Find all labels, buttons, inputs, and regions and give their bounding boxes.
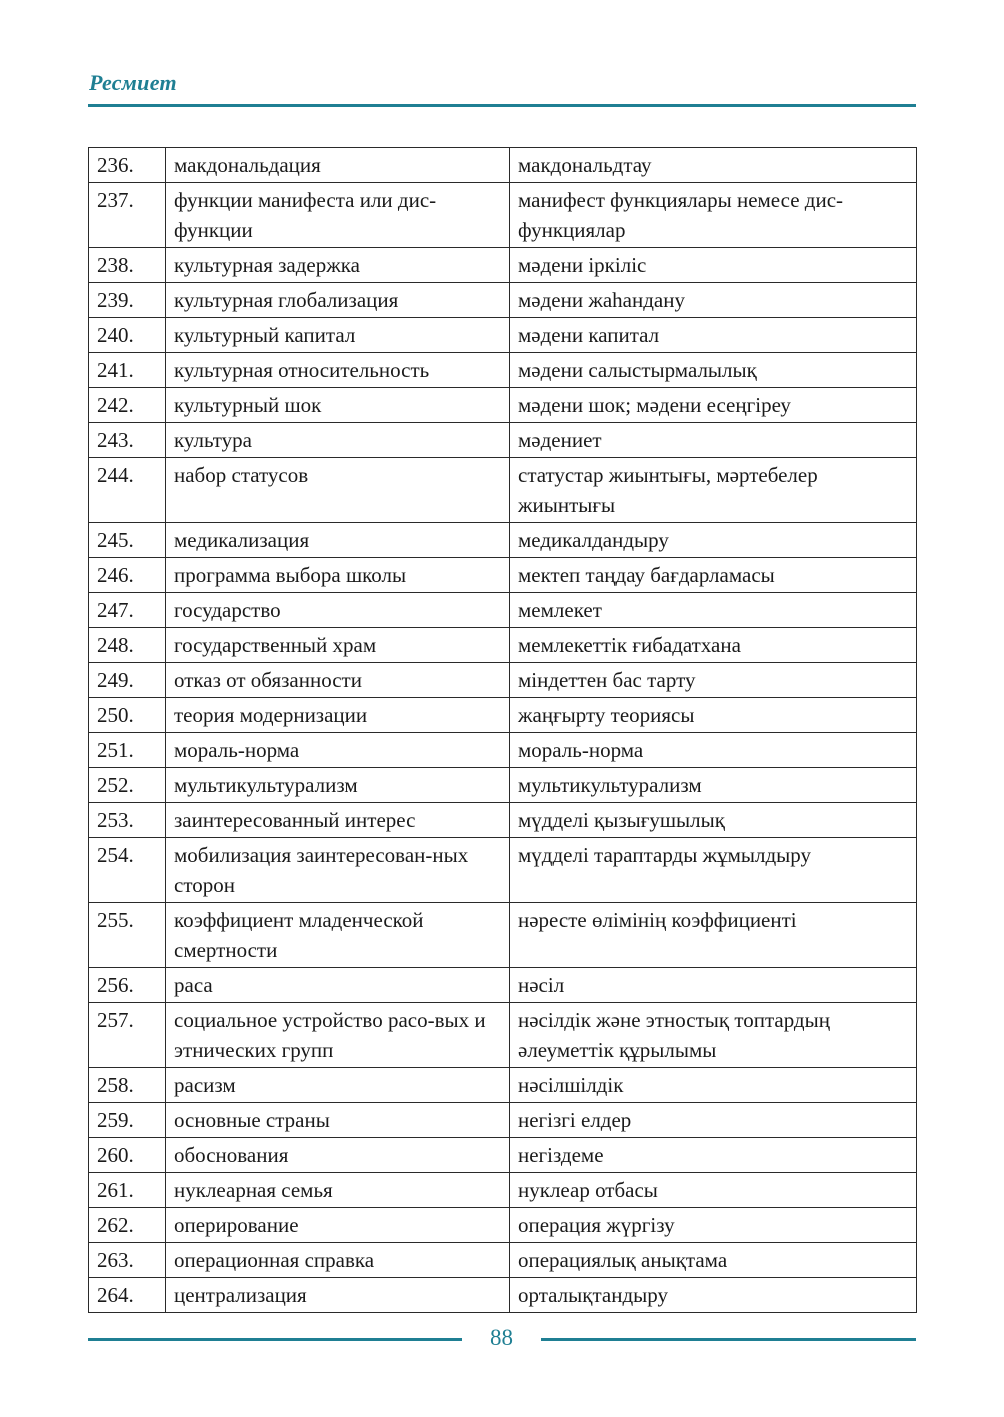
- term-russian: заинтересованный интерес: [166, 803, 510, 838]
- table-row: [89, 1173, 917, 1208]
- table-row: [89, 1208, 917, 1243]
- term-kazakh: нәресте өлімінің коэффициенті: [510, 903, 917, 968]
- term-kazakh: мәдени салыстырмалылық: [510, 353, 917, 388]
- term-russian: макдональдация: [166, 148, 510, 183]
- glossary-table: [88, 147, 917, 1313]
- entry-number: 241.: [89, 353, 166, 388]
- entry-number: 236.: [89, 148, 166, 183]
- term-kazakh: нәсілдік және этностық топтардың әлеуметтік құрылымы: [510, 1003, 917, 1068]
- term-russian: раса: [166, 968, 510, 1003]
- entry-number: 238.: [89, 248, 166, 283]
- entry-number: 256.: [89, 968, 166, 1003]
- term-kazakh: мәдени іркіліс: [510, 248, 917, 283]
- table-row: [89, 1103, 917, 1138]
- term-kazakh: жаңғырту теориясы: [510, 698, 917, 733]
- term-russian: теория модернизации: [166, 698, 510, 733]
- term-russian: функции манифеста или дис-функции: [166, 183, 510, 248]
- term-russian: культурная относительность: [166, 353, 510, 388]
- term-russian: операционная справка: [166, 1243, 510, 1278]
- entry-number: 242.: [89, 388, 166, 423]
- table-row: [89, 283, 917, 318]
- table-row: [89, 1138, 917, 1173]
- entry-number: 255.: [89, 903, 166, 968]
- term-russian: коэффициент младенческой смертности: [166, 903, 510, 968]
- term-kazakh: нәсілшілдік: [510, 1068, 917, 1103]
- term-kazakh: статустар жиынтығы, мәртебелер жиынтығы: [510, 458, 917, 523]
- term-russian: государственный храм: [166, 628, 510, 663]
- table-row: [89, 248, 917, 283]
- term-kazakh: мораль-норма: [510, 733, 917, 768]
- term-russian: мультикультурализм: [166, 768, 510, 803]
- term-kazakh: мәдени жаһандану: [510, 283, 917, 318]
- entry-number: 237.: [89, 183, 166, 248]
- entry-number: 261.: [89, 1173, 166, 1208]
- entry-number: 257.: [89, 1003, 166, 1068]
- footer-rule-left: [88, 1338, 462, 1341]
- entry-number: 240.: [89, 318, 166, 353]
- term-russian: отказ от обязанности: [166, 663, 510, 698]
- entry-number: 258.: [89, 1068, 166, 1103]
- entry-number: 259.: [89, 1103, 166, 1138]
- term-russian: оперирование: [166, 1208, 510, 1243]
- term-russian: социальное устройство расо-вых и этнических групп: [166, 1003, 510, 1068]
- term-russian: культурный капитал: [166, 318, 510, 353]
- entry-number: 243.: [89, 423, 166, 458]
- term-kazakh: нәсіл: [510, 968, 917, 1003]
- entry-number: 264.: [89, 1278, 166, 1313]
- table-row: [89, 1278, 917, 1313]
- entry-number: 248.: [89, 628, 166, 663]
- term-russian: государство: [166, 593, 510, 628]
- entry-number: 244.: [89, 458, 166, 523]
- entry-number: 260.: [89, 1138, 166, 1173]
- table-row: [89, 663, 917, 698]
- table-row: [89, 768, 917, 803]
- table-row: [89, 318, 917, 353]
- term-russian: основные страны: [166, 1103, 510, 1138]
- entry-number: 251.: [89, 733, 166, 768]
- table-row: [89, 148, 917, 183]
- term-kazakh: операциялық анықтама: [510, 1243, 917, 1278]
- header-rule: [88, 104, 916, 107]
- entry-number: 262.: [89, 1208, 166, 1243]
- term-russian: медикализация: [166, 523, 510, 558]
- glossary-table-body: [89, 148, 917, 1313]
- table-row: [89, 593, 917, 628]
- table-row: [89, 1068, 917, 1103]
- term-russian: культурный шок: [166, 388, 510, 423]
- term-kazakh: орталықтандыру: [510, 1278, 917, 1313]
- term-kazakh: макдональдтау: [510, 148, 917, 183]
- term-kazakh: міндеттен бас тарту: [510, 663, 917, 698]
- term-kazakh: мектеп таңдау бағдарламасы: [510, 558, 917, 593]
- footer-rule-right: [541, 1338, 916, 1341]
- table-row: [89, 523, 917, 558]
- term-kazakh: мәдени шок; мәдени есеңгіреу: [510, 388, 917, 423]
- term-russian: культурная задержка: [166, 248, 510, 283]
- table-row: [89, 558, 917, 593]
- table-row: [89, 903, 917, 968]
- table-row: [89, 733, 917, 768]
- table-row: [89, 968, 917, 1003]
- term-russian: расизм: [166, 1068, 510, 1103]
- term-russian: культурная глобализация: [166, 283, 510, 318]
- entry-number: 252.: [89, 768, 166, 803]
- running-header-title: Ресмиет: [89, 70, 177, 95]
- table-row: [89, 838, 917, 903]
- entry-number: 245.: [89, 523, 166, 558]
- term-kazakh: манифест функциялары немесе дис-функциялар: [510, 183, 917, 248]
- term-kazakh: мультикультурализм: [510, 768, 917, 803]
- table-row: [89, 803, 917, 838]
- term-kazakh: медикалдандыру: [510, 523, 917, 558]
- table-row: [89, 1003, 917, 1068]
- term-russian: мораль-норма: [166, 733, 510, 768]
- table-row: [89, 698, 917, 733]
- term-russian: обоснования: [166, 1138, 510, 1173]
- table-row: [89, 458, 917, 523]
- table-row: [89, 353, 917, 388]
- entry-number: 253.: [89, 803, 166, 838]
- term-russian: нуклеарная семья: [166, 1173, 510, 1208]
- term-kazakh: нуклеар отбасы: [510, 1173, 917, 1208]
- term-kazakh: мәдени капитал: [510, 318, 917, 353]
- term-kazakh: мәдениет: [510, 423, 917, 458]
- entry-number: 246.: [89, 558, 166, 593]
- table-row: [89, 1243, 917, 1278]
- entry-number: 263.: [89, 1243, 166, 1278]
- entry-number: 247.: [89, 593, 166, 628]
- term-kazakh: мүдделі тараптарды жұмылдыру: [510, 838, 917, 903]
- page-number: 88: [490, 1325, 513, 1350]
- term-kazakh: операция жүргізу: [510, 1208, 917, 1243]
- term-russian: централизация: [166, 1278, 510, 1313]
- term-russian: мобилизация заинтересован-ных сторон: [166, 838, 510, 903]
- term-kazakh: мемлекеттік ғибадатхана: [510, 628, 917, 663]
- table-row: [89, 628, 917, 663]
- term-russian: набор статусов: [166, 458, 510, 523]
- term-russian: программа выбора школы: [166, 558, 510, 593]
- term-kazakh: мемлекет: [510, 593, 917, 628]
- term-kazakh: негізгі елдер: [510, 1103, 917, 1138]
- entry-number: 239.: [89, 283, 166, 318]
- entry-number: 250.: [89, 698, 166, 733]
- entry-number: 254.: [89, 838, 166, 903]
- table-row: [89, 183, 917, 248]
- table-row: [89, 388, 917, 423]
- term-russian: культура: [166, 423, 510, 458]
- table-row: [89, 423, 917, 458]
- term-kazakh: негіздеме: [510, 1138, 917, 1173]
- term-kazakh: мүдделі қызығушылық: [510, 803, 917, 838]
- entry-number: 249.: [89, 663, 166, 698]
